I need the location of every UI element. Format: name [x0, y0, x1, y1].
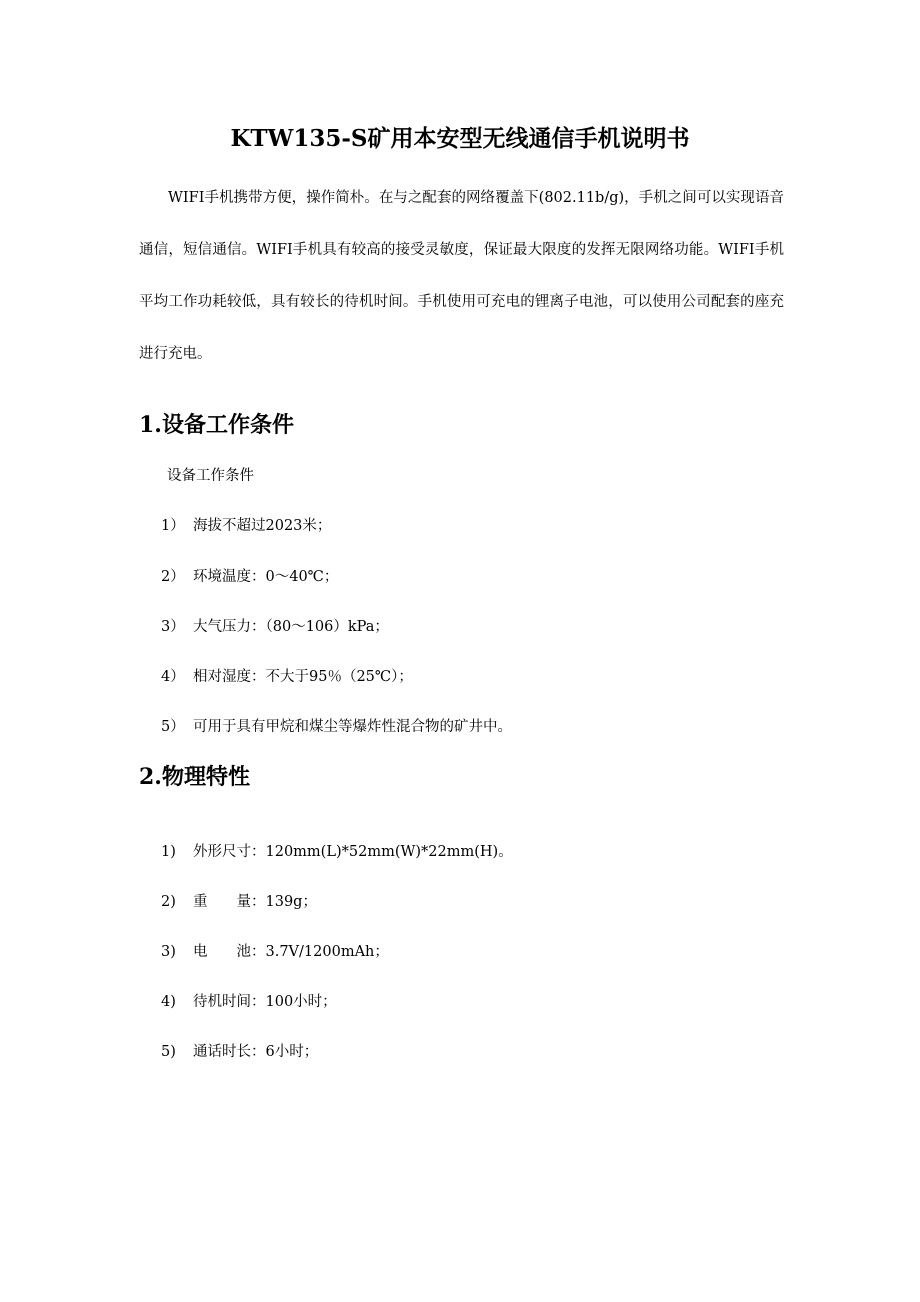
section-subheading-conditions: 设备工作条件: [167, 468, 254, 484]
list-item-text: 海拔不超过2023米；: [193, 518, 332, 534]
list-item-text: 电 池：3.7V/1200mAh；: [193, 944, 389, 960]
list-item-number: 1): [161, 844, 176, 860]
list-item-text: 外形尺寸：120mm(L)*52mm(W)*22mm(H)。: [193, 844, 513, 860]
list-item: [161, 565, 338, 586]
list-item-number: 3): [161, 944, 176, 960]
list-item-text: 环境温度：0～40℃；: [193, 569, 339, 585]
list-item-number: 3）: [161, 619, 185, 635]
document-title: KTW135-S矿用本安型无线通信手机说明书: [230, 125, 690, 152]
section-heading-physical: 2.物理特性: [139, 764, 250, 790]
list-item-text: 通话时长：6小时；: [193, 1044, 319, 1060]
list-item: [161, 840, 513, 861]
list-item-text: 大气压力：（80～106）kPa；: [193, 619, 389, 635]
list-item-number: 5）: [161, 719, 185, 735]
section-heading-conditions: 1.设备工作条件: [139, 412, 294, 438]
list-item-number: 2）: [161, 569, 185, 585]
list-item: [161, 1040, 318, 1061]
list-item: [161, 715, 512, 736]
list-item: [161, 940, 389, 961]
list-item-number: 4): [161, 994, 176, 1010]
list-item: [161, 990, 337, 1011]
list-item-number: 1）: [161, 518, 185, 534]
intro-paragraph: WIFI手机携带方便，操作简朴。在与之配套的网络覆盖下(802.11b/g)，手机之间可以实现语音通信，短信通信。WIFI手机具有较高的接受灵敏度，保证最大限度的发挥无限网络功能。WIFI手机平均工作功耗较低，具有较长的待机时间。手机使用可充电的锂离子电池，可以使用公司配套的座充进行充电。: [139, 190, 784, 362]
list-item: [161, 890, 317, 911]
list-item-number: 4）: [161, 669, 185, 685]
list-item-text: 相对湿度：不大于95％（25℃）；: [193, 669, 413, 685]
list-item-number: 5): [161, 1044, 176, 1060]
list-item: [161, 665, 413, 686]
list-item-text: 待机时间：100小时；: [193, 994, 337, 1010]
list-item-text: 重 量：139g；: [193, 894, 317, 910]
list-item: [161, 615, 389, 636]
list-item-number: 2): [161, 894, 176, 910]
list-item: [161, 514, 331, 535]
list-item-text: 可用于具有甲烷和煤尘等爆炸性混合物的矿井中。: [193, 719, 512, 735]
